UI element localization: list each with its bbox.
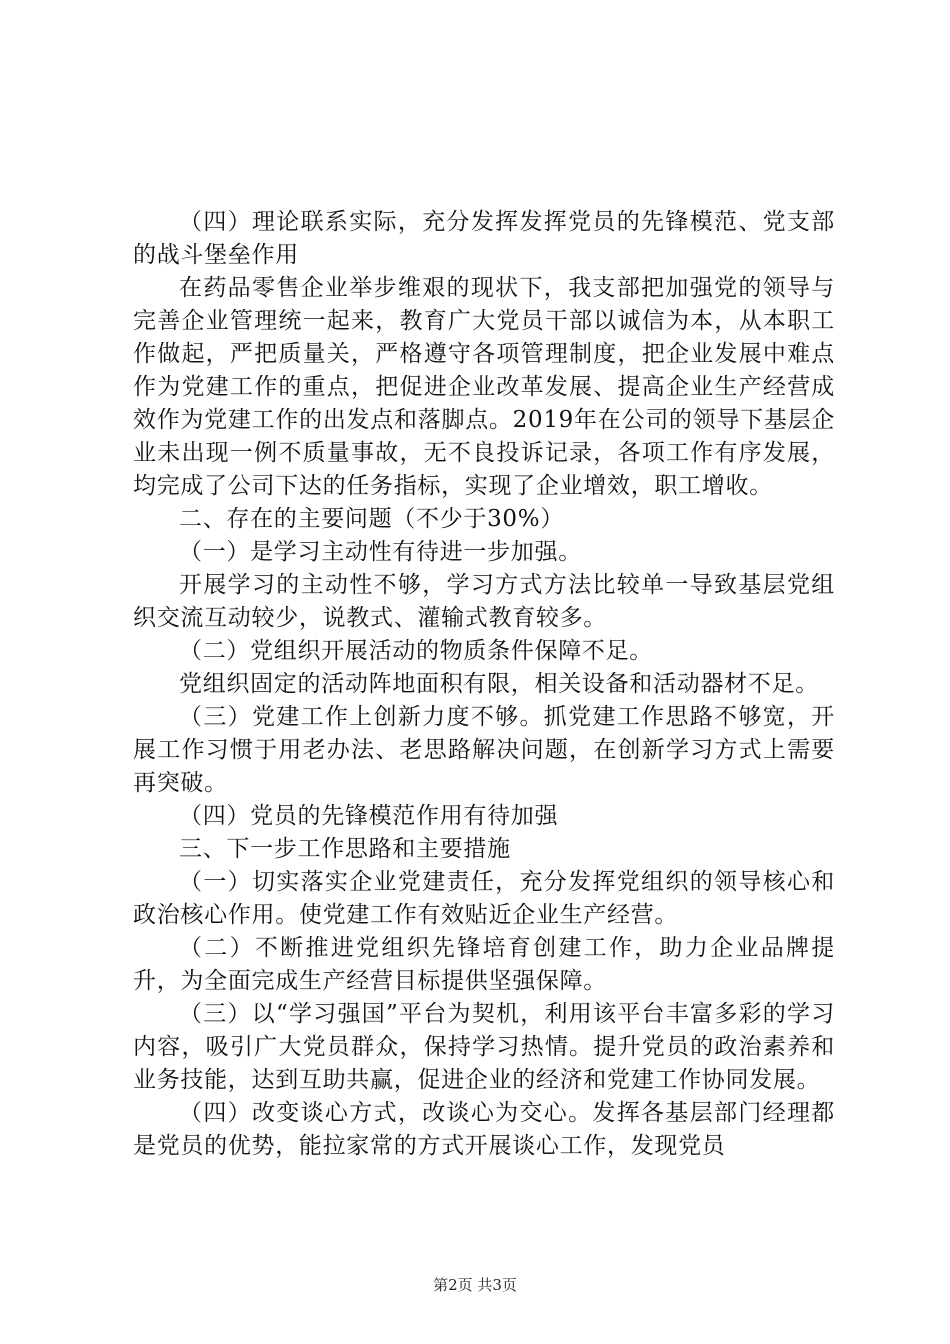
problem-body-2: 党组织固定的活动阵地面积有限，相关设备和活动器材不足。 [179, 671, 819, 697]
section-heading-next-steps: 三、下一步工作思路和主要措施 [179, 836, 511, 862]
measure-4: （四）改变谈心方式，改谈心为交心。发挥各基层部门经理都是党员的优势，能拉家常的方式开展谈心工作，发现党员 [133, 1100, 835, 1159]
problem-heading-2: （二）党组织开展活动的物质条件保障不足。 [179, 638, 653, 664]
measure-1: （一）切实落实企业党建责任，充分发挥党组织的领导核心和政治核心作用。使党建工作有效贴近企业生产经营。 [133, 869, 835, 928]
paragraph-pharmacy-retail: 在药品零售企业举步维艰的现状下，我支部把加强党的领导与完善企业管理统一起来，教育广大党员干部以诚信为本，从本职工作做起，严把质量关，严格遵守各项管理制度，把企业发展中难点作为党建工作的重点，把促进企业改革发展、提高企业生产经营成效作为党建工作的出发点和落脚点。2019年在公司的领导下基层企业未出现一例不质量事故，无不良投诉记录，各项工作有序发展，均完成了公司下达的任务指标，实现了企业增效，职工增收。 [133, 275, 835, 499]
problem-heading-3: （三）党建工作上创新力度不够。抓党建工作思路不够宽，开展工作习惯于用老办法、老思路解决问题，在创新学习方式上需要再突破。 [133, 704, 835, 796]
problem-body-1: 开展学习的主动性不够，学习方式方法比较单一导致基层党组织交流互动较少，说教式、灌输式教育较多。 [133, 572, 835, 631]
problem-heading-4: （四）党员的先锋模范作用有待加强 [179, 803, 559, 829]
problem-heading-1: （一）是学习主动性有待进一步加强。 [179, 539, 582, 565]
page-number-footer: 第2页 共3页 [433, 1276, 517, 1294]
section-heading-theory-practice: （四）理论联系实际，充分发挥发挥党员的先锋模范、党支部的战斗堡垒作用 [133, 209, 835, 268]
measure-2: （二）不断推进党组织先锋培育创建工作，助力企业品牌提升，为全面完成生产经营目标提供坚强保障。 [133, 935, 835, 994]
section-heading-main-problems: 二、存在的主要问题（不少于30%） [179, 506, 565, 532]
document-body [133, 206, 835, 1163]
measure-3: （三）以“学习强国”平台为契机，利用该平台丰富多彩的学习内容，吸引广大党员群众，保持学习热情。提升党员的政治素养和业务技能，达到互助共赢，促进企业的经济和党建工作协同发展。 [133, 1001, 835, 1093]
